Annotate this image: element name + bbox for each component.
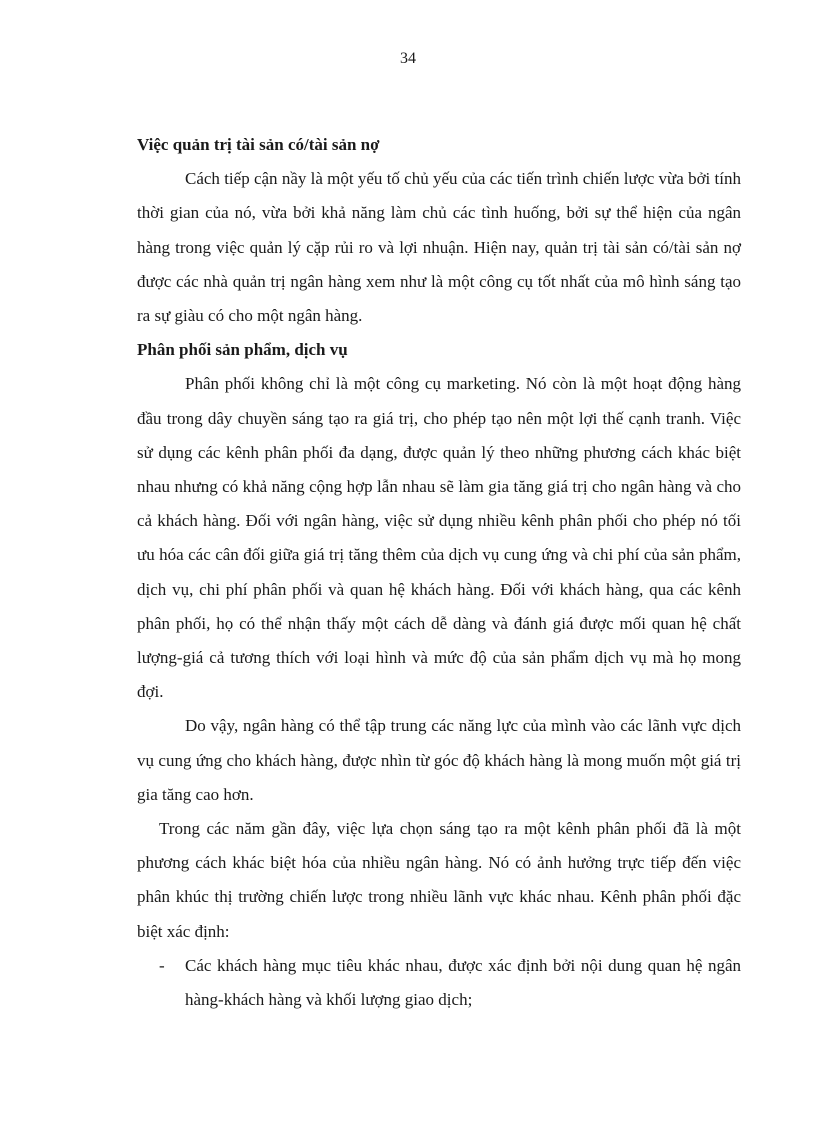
paragraph: Do vậy, ngân hàng có thể tập trung các năng lực của mình vào các lãnh vực dịch vụ cung ứng cho khách hàng, được nhìn từ góc độ khách hàng là mong muốn một giá trị gia tăng cao hơn. — [137, 716, 741, 804]
dash-marker: - — [159, 955, 165, 975]
section-asset-liability-management — [137, 128, 741, 333]
list-item — [137, 949, 741, 1017]
section-product-distribution — [137, 333, 741, 1017]
page-number: 34 — [400, 50, 416, 67]
list-item-text: Các khách hàng mục tiêu khác nhau, được xác định bởi nội dung quan hệ ngân hàng-khách hàng và khối lượng giao dịch; — [185, 955, 741, 1010]
paragraph: Trong các năm gần đây, việc lựa chọn sáng tạo ra một kênh phân phối đã là một phương cách khác biệt hóa của nhiều ngân hàng. Nó có ảnh hưởng trực tiếp đến việc phân khúc thị trường chiến lược trong nhiều lãnh vực khác nhau. Kênh phân phối đặc biệt xác định: — [137, 819, 741, 941]
paragraph: Phân phối không chỉ là một công cụ marketing. Nó còn là một hoạt động hàng đầu trong dây chuyền sáng tạo ra giá trị, cho phép tạo nên một lợi thế cạnh tranh. Việc sử dụng các kênh phân phối đa dạng, được quản lý theo những phương cách khác biệt nhau nhưng có khả năng cộng hợp lẫn nhau sẽ làm gia tăng giá trị cho ngân hàng và cho cả khách hàng. Đối với ngân hàng, việc sử dụng nhiều kênh phân phối cho phép nó tối ưu hóa các cân đối giữa giá trị tăng thêm của dịch vụ cung ứng và chi phí của sản phẩm, dịch vụ, chi phí phân phối và quan hệ khách hàng. Đối với khách hàng, qua các kênh phân phối, họ có thể nhận thấy một cách dễ dàng và đánh giá được mối quan hệ chất lượng-giá cả tương thích với loại hình và mức độ của sản phẩm dịch vụ mà họ mong đợi. — [137, 374, 741, 702]
section-heading: Phân phối sản phẩm, dịch vụ — [137, 340, 348, 360]
bullet-list — [137, 949, 741, 1017]
section-heading: Việc quản trị tài sản có/tài sản nợ — [137, 135, 380, 154]
paragraph: Cách tiếp cận nầy là một yếu tố chủ yếu của các tiến trình chiến lược vừa bởi tính thời gian của nó, vừa bởi khả năng làm chủ các tình huống, bởi sự thể hiện của ngân hàng trong việc quản lý cặp rủi ro và lợi nhuận. Hiện nay, quản trị tài sản có/tài sản nợ được các nhà quản trị ngân hàng xem như là một công cụ tốt nhất của mô hình sáng tạo ra sự giàu có cho một ngân hàng. — [137, 169, 741, 326]
document-body — [137, 128, 741, 1017]
